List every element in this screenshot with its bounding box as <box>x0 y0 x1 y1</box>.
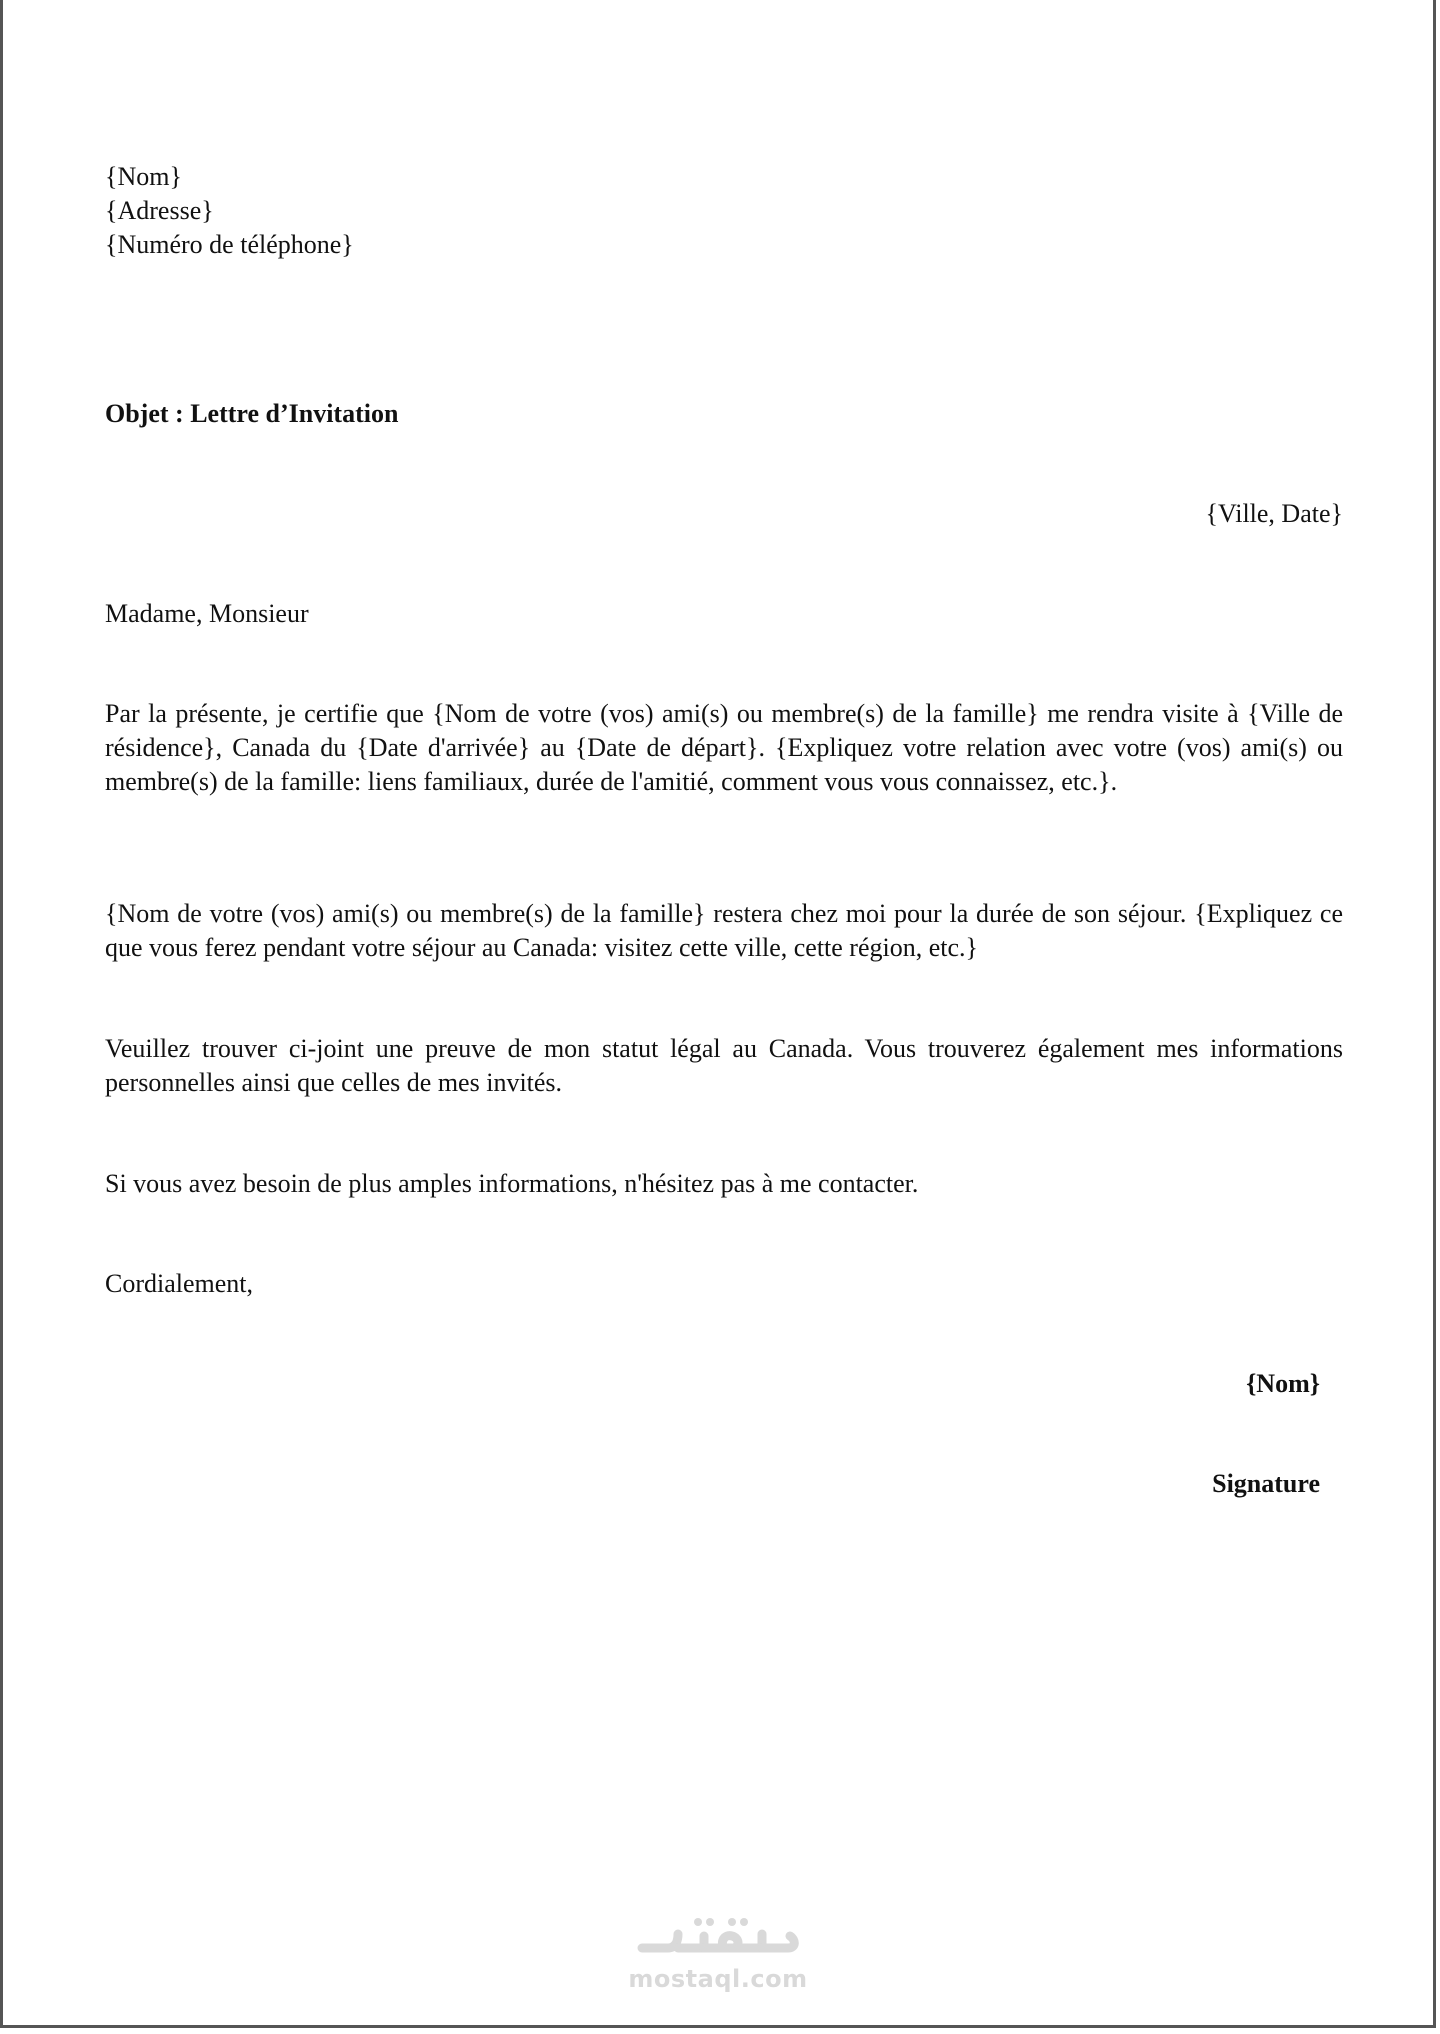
sender-address: {Adresse} <box>105 196 214 225</box>
paragraph-3: Veuillez trouver ci-joint une preuve de mon statut légal au Canada. Vous trouverez également mes informations personnelles ainsi que celles de mes invités. <box>105 1034 1343 1097</box>
sender-name: {Nom} <box>105 162 182 191</box>
mostaql-watermark <box>623 1910 813 2000</box>
paragraph-4: Si vous avez besoin de plus amples informations, n'hésitez pas à me contacter. <box>105 1169 919 1198</box>
salutation: Madame, Monsieur <box>105 599 309 628</box>
signature-label: Signature <box>1212 1469 1320 1498</box>
paragraph-2: {Nom de votre (vos) ami(s) ou membre(s) de la famille} restera chez moi pour la durée de son séjour. {Expliquez ce que vous ferez pendant votre séjour au Canada: visitez cette ville, cette région, etc.} <box>105 899 1343 962</box>
sender-block <box>105 160 1343 262</box>
subject-line: Objet : Lettre d’Invitation <box>105 399 399 428</box>
signer-name: {Nom} <box>1246 1369 1320 1398</box>
paragraph-1: Par la présente, je certifie que {Nom de votre (vos) ami(s) ou membre(s) de la famille} me rendra visite à {Ville de résidence}, Canada du {Date d'arrivée} au {Date de départ}. {Expliquez votre relation avec votre (vos) ami(s) ou membre(s) de la famille: liens familiaux, durée de l'amitié, comment vous vous connaissez, etc.}. <box>105 699 1343 796</box>
closing: Cordialement, <box>105 1269 254 1298</box>
watermark-url: mostaql.com <box>628 1965 808 1993</box>
place-date: {Ville, Date} <box>1205 499 1343 528</box>
sender-phone: {Numéro de téléphone} <box>105 230 354 259</box>
mostaql-logo-icon <box>628 1910 808 1966</box>
